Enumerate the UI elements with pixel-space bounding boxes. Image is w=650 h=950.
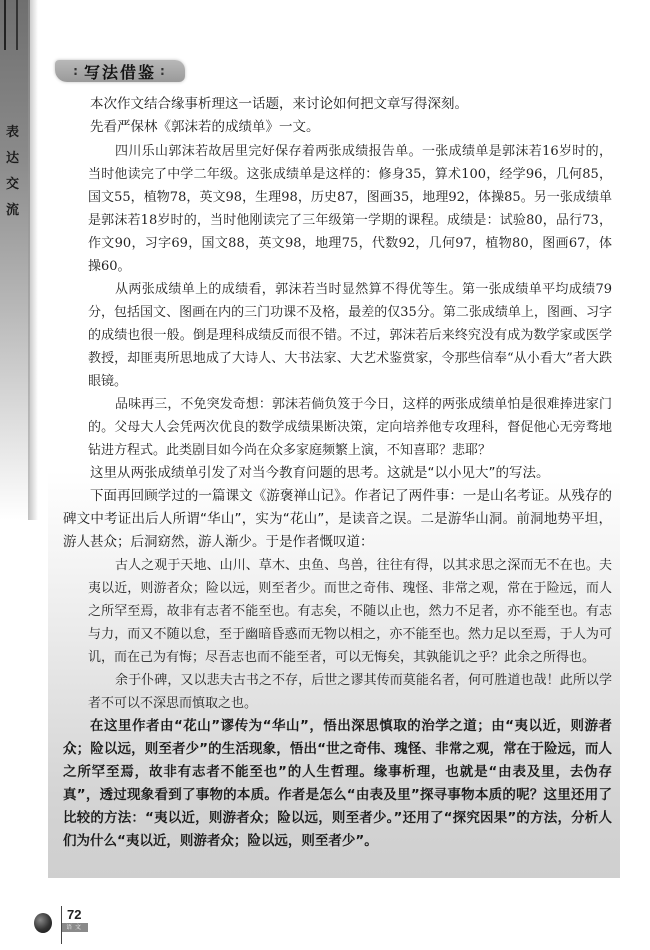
classical-quote: 古人之观于天地、山川、草木、虫鱼、鸟兽，往往有得，以其求思之深而无不在也。夫夷以近，则游者众；险以远，则至者少。而世之奇伟、瑰怪、非常之观，常在于险远，而人之所罕至焉，故非有志者不能至也。有志矣，不随以止也，然力不足者，亦不能至也。有志与力，而又不随以怠，至于幽暗昏惑而无物以相之，亦不能至也。然力足以至焉，于人为可讥，而在己为有悔；尽吾志也而不能至者，可以无悔矣，其孰能讥之乎？此余之所得也。 — [88, 558, 612, 665]
side-decoration-band — [0, 0, 30, 520]
quoted-passage: 四川乐山郭沫若故居里完好保存着两张成绩报告单。一张成绩单是郭沫若16岁时的，当时他读完了中学二年级。这张成绩单是这样的：修身35，算术100，经学96，几何85，国文55，植物78，英文98，生理98，历史87，图画35，地理92，体操85。另一张成绩单是郭沫若18岁时的，当时他刚读完了三年级第一学期的课程。成绩是：试验80，品行73，作文90，习字69，国文88，英文98，地理75，代数92，几何97，植物80，图画67，体操60。 — [88, 144, 612, 274]
book-tag: 语文 — [62, 923, 88, 932]
section-title-badge — [55, 60, 185, 82]
side-label-char: 达 — [6, 151, 20, 166]
analysis-paragraph: 这里从两张成绩单引发了对当今教育问题的思考。这就是“以小见大”的写法。 — [90, 465, 550, 481]
badge-dot-icon: : — [160, 64, 167, 78]
quoted-passage: 从两张成绩单上的成绩看，郭沫若当时显然算不得优等生。第一张成绩单平均成绩79分，包括国文、图画在内的三门功课不及格，最差的仅35分。第二张成绩单上，图画、习字的成绩也很一般。倒是理科成绩反而很不错。不过，郭沫若后来终究没有成为数学家或医学教授，却匪夷所思地成了大诗人、大书法家、大艺术鉴赏家，令那些信奉“从小看大”者大跌眼镜。 — [88, 282, 612, 389]
analysis-paragraph: 下面再回顾学过的一篇课文《游褒禅山记》。作者记了两件事：一是山名考证。从残存的碑文中考证出后人所谓“华山”，实为“花山”，是读音之误。二是游华山洞。前洞地势平坦，游人甚众；后洞窈然，游人渐少。于是作者慨叹道： — [63, 488, 612, 550]
intro-paragraph: 本次作文结合缘事析理这一话题，来讨论如何把文章写得深刻。 — [90, 96, 468, 112]
page-ball-icon — [34, 913, 52, 933]
intro-paragraph: 先看严保林《郭沫若的成绩单》一文。 — [90, 119, 320, 135]
page-number: 72 — [67, 907, 82, 922]
section-title: 写法借鉴 — [83, 62, 156, 82]
analysis-paragraph: 在这里作者由“花山”谬传为“华山”，悟出深思慎取的治学之道；由“夷以近，则游者众；险以远，则至者少”的生活现象，悟出“世之奇伟、瑰怪、非常之观，常在于险远，而人之所罕至焉，故非有志者不能至也”的人生哲理。缘事析理，也就是“由表及里，去伪存真”，透过现象看到了事物的本质。作者是怎么“由表及里”探寻事物本质的呢？这里还用了比较的方法：“夷以近，则游者众；险以远，则至者少。”还用了“探究因果”的方法，分析人们为什么“夷以近，则游者众；险以远，则至者少”。 — [63, 718, 612, 849]
side-label-char: 交 — [6, 177, 20, 192]
side-label-char: 流 — [6, 203, 20, 218]
side-chapter-label — [6, 126, 22, 218]
side-label-char: 表 — [6, 125, 20, 140]
classical-quote: 余于仆碑，又以悲夫古书之不存，后世之谬其传而莫能名者，何可胜道也哉！此所以学者不可以不深思而慎取之也。 — [88, 673, 612, 711]
side-lines-decoration — [4, 0, 18, 50]
quoted-passage: 品味再三，不免突发奇想：郭沫若倘负笈于今日，这样的两张成绩单怕是很难捧进家门的。父母大人会凭两次优良的数学成绩果断决策，定向培养他专攻理科，督促他心无旁骛地钻进方程式。此类剧目如今尚在众多家庭频繁上演，不知喜耶？悲耶？ — [88, 397, 612, 458]
badge-dot-icon: : — [73, 64, 80, 78]
